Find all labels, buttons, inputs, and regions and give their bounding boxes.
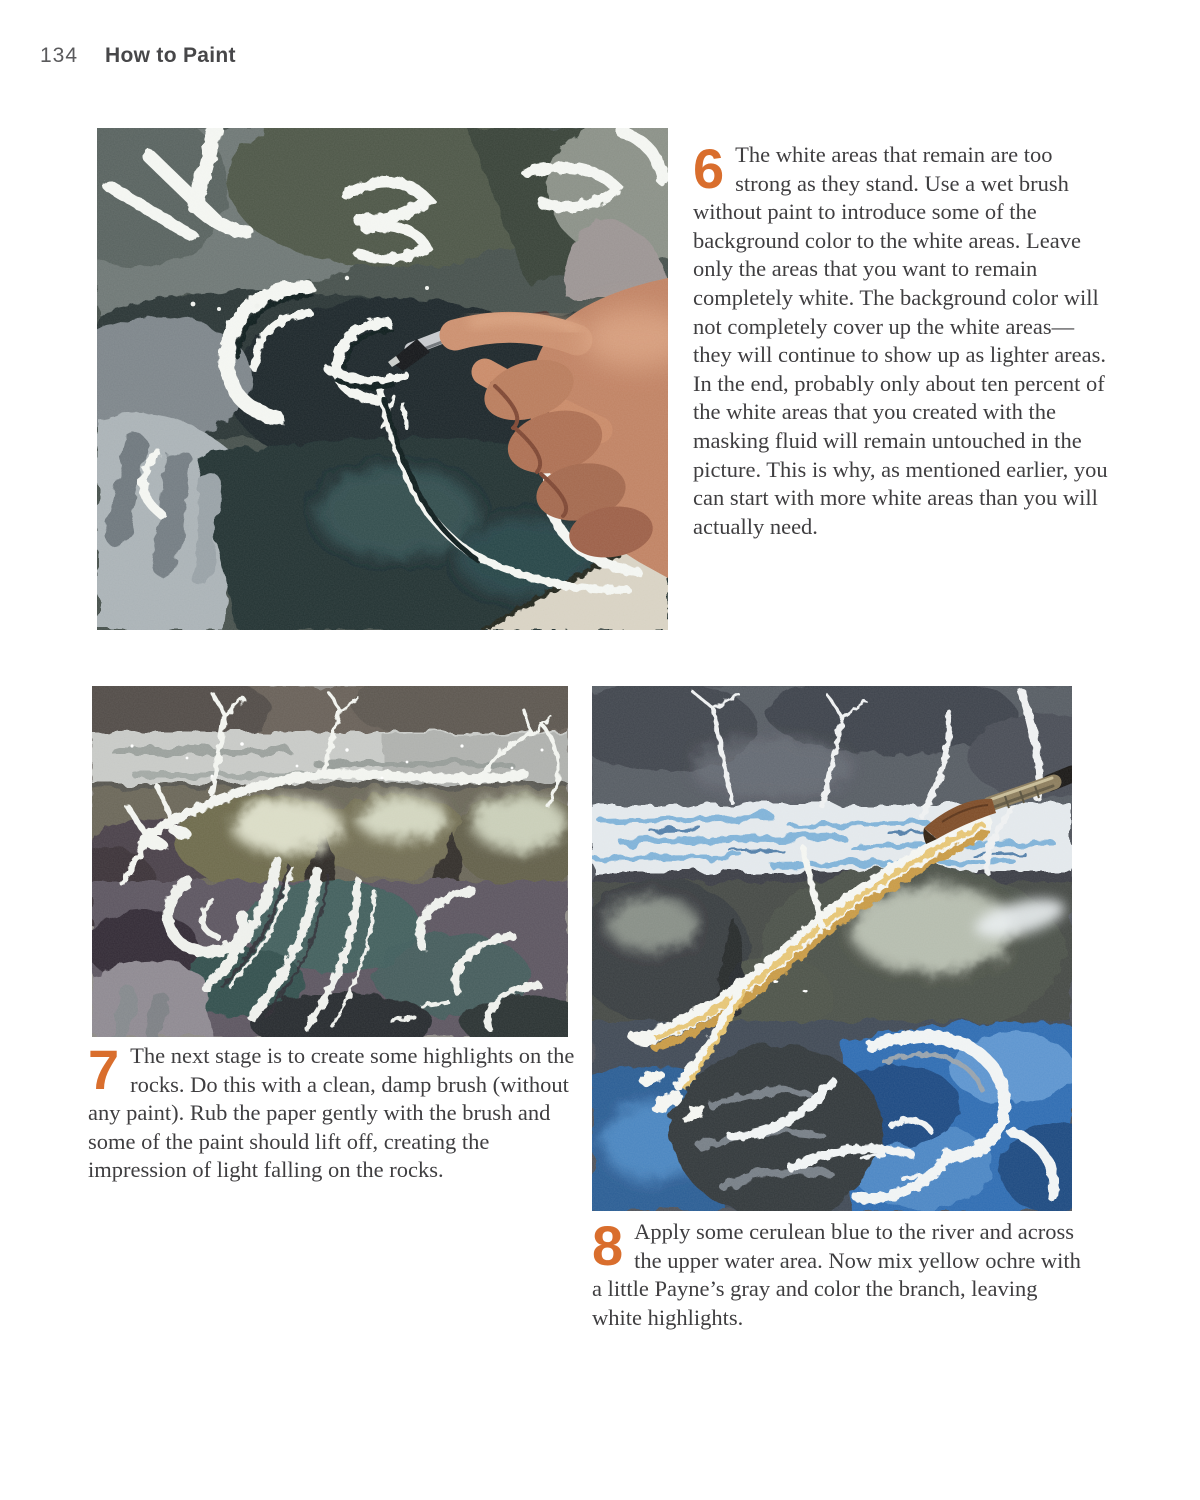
figure-step6-photo bbox=[97, 128, 668, 630]
step-6-number: 6 bbox=[693, 137, 725, 200]
step-6 bbox=[693, 137, 1111, 541]
book-title: How to Paint bbox=[105, 44, 236, 67]
figure-step7-painting bbox=[92, 686, 568, 1037]
step-8-text: Apply some cerulean blue to the river and across the upper water area. Now mix yellow ochre with a little Payne’s gray and color the branch, leaving white highlights. bbox=[592, 1219, 1081, 1330]
step-7 bbox=[88, 1038, 580, 1185]
step-7-text: The next stage is to create some highlights on the rocks. Do this with a clean, damp brush (without any paint). Rub the paper gently with the brush and some of the paint should lift off, creating the impression of light falling on the rocks. bbox=[88, 1043, 575, 1183]
step-6-text: The white areas that remain are too strong as they stand. Use a wet brush without paint to introduce some of the background color to the white areas. Leave only the areas that you want to remain completely white. The background color will not completely cover up the white areas—they will continue to show up as lighter areas. In the end, probably only about ten percent of the white areas that you created with the masking fluid will remain untouched in the picture. This is why, as mentioned earlier, you can start with more white areas than you will actually need. bbox=[693, 142, 1108, 539]
figure-step8-painting bbox=[592, 686, 1072, 1211]
page-number: 134 bbox=[40, 44, 79, 67]
running-head bbox=[40, 44, 236, 68]
step-7-number: 7 bbox=[88, 1038, 120, 1101]
step-8 bbox=[592, 1214, 1084, 1332]
step-8-number: 8 bbox=[592, 1214, 624, 1277]
